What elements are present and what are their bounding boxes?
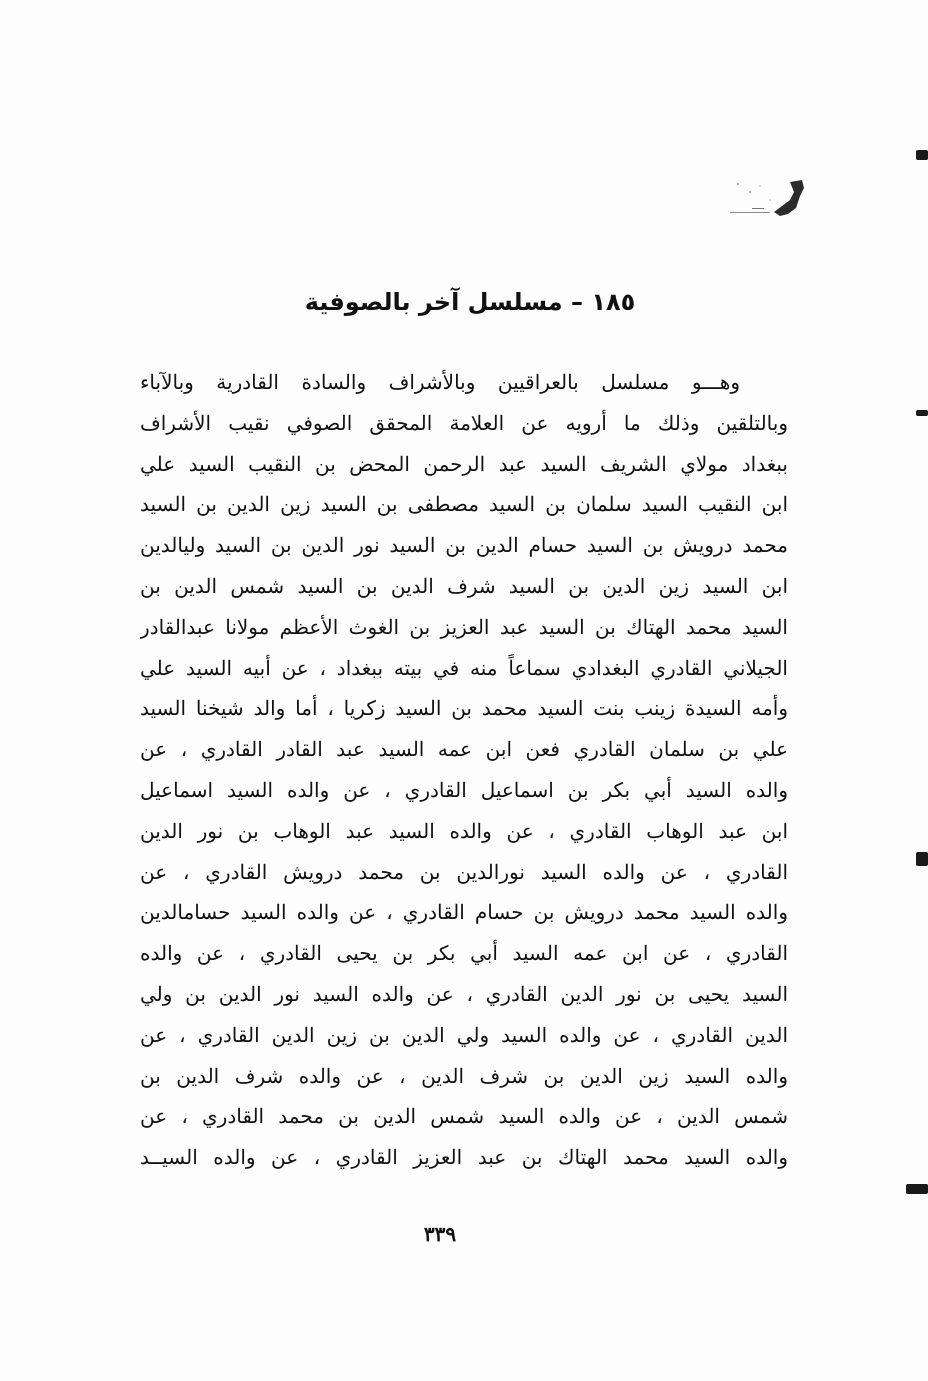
text-line: ببغداد مولاي الشريف السيد عبد الرحمن المحض بن النقيب السيد علي: [140, 451, 788, 476]
text-line: وهـــو مسلسل بالعراقيين وبالأشراف والسادة القادرية وبالآباء: [140, 370, 740, 394]
text-line: الدين القادري ، عن والده السيد ولي الدين بن زين الدين القادري ، عن: [140, 1022, 788, 1047]
text-line: القادري ، عن ابن عمه السيد أبي بكر بن يحيى القادري ، عن والده: [140, 941, 788, 966]
text-line: والده السيد زين الدين بن شرف الدين ، عن والده شرف الدين بن: [140, 1063, 788, 1088]
text-line: السيد يحيى بن نور الدين القادري ، عن والده السيد نور الدين بن ولي: [140, 981, 788, 1006]
text-line: وأمه السيدة زينب بنت السيد محمد بن السيد زكريا ، أما والد شيخنا السيد: [140, 696, 788, 721]
body-paragraph: [140, 362, 788, 1178]
text-line: الجيلاني القادري البغدادي سماعاً منه في بيته ببغداد ، عن أبيه السيد علي: [140, 655, 788, 680]
text-line: والده السيد أبي بكر بن اسماعيل القادري ، عن والده السيد اسماعيل: [140, 777, 788, 802]
text-line: علي بن سلمان القادري فعن ابن عمه السيد عبد القادر القادري ، عن: [140, 737, 788, 762]
text-line: السيد محمد الهتاك بن السيد عبد العزيز بن الغوث الأعظم مولانا عبدالقادر: [140, 614, 788, 639]
text-line: وبالتلقين وذلك ما أرويه عن العلامة المحقق الصوفي نقيب الأشراف: [140, 410, 788, 435]
page-number: ٣٣٩: [423, 1222, 457, 1246]
page-edge-mark-icon: [916, 852, 928, 866]
text-line: شمس الدين ، عن والده السيد شمس الدين بن محمد القادري ، عن: [140, 1104, 788, 1129]
text-line: القادري ، عن والده السيد نورالدين بن محمد درويش القادري ، عن: [140, 859, 788, 884]
text-line: والده السيد محمد الهتاك بن عبد العزيز القادري ، عن والده السيــد: [140, 1145, 788, 1170]
ink-blot-icon: [730, 178, 810, 222]
page-edge-mark-icon: [916, 150, 928, 160]
page-edge-mark-icon: [906, 1184, 928, 1194]
page-edge-mark-icon: [916, 410, 928, 416]
text-line: ابن السيد زين الدين بن السيد شرف الدين بن السيد شمس الدين بن: [140, 573, 788, 598]
text-line: محمد درويش بن السيد حسام الدين بن السيد نور الدين بن السيد وليالدين: [140, 533, 788, 558]
section-heading: ١٨٥ – مسلسل آخر بالصوفية: [304, 288, 636, 316]
text-line: ابن عبد الوهاب القادري ، عن والده السيد عبد الوهاب بن نور الدين: [140, 818, 788, 843]
text-line: والده السيد محمد درويش بن حسام القادري ، عن والده السيد حسامالدين: [140, 900, 788, 925]
text-line: ابن النقيب السيد سلمان بن السيد مصطفى بن السيد زين الدين بن السيد: [140, 492, 788, 517]
